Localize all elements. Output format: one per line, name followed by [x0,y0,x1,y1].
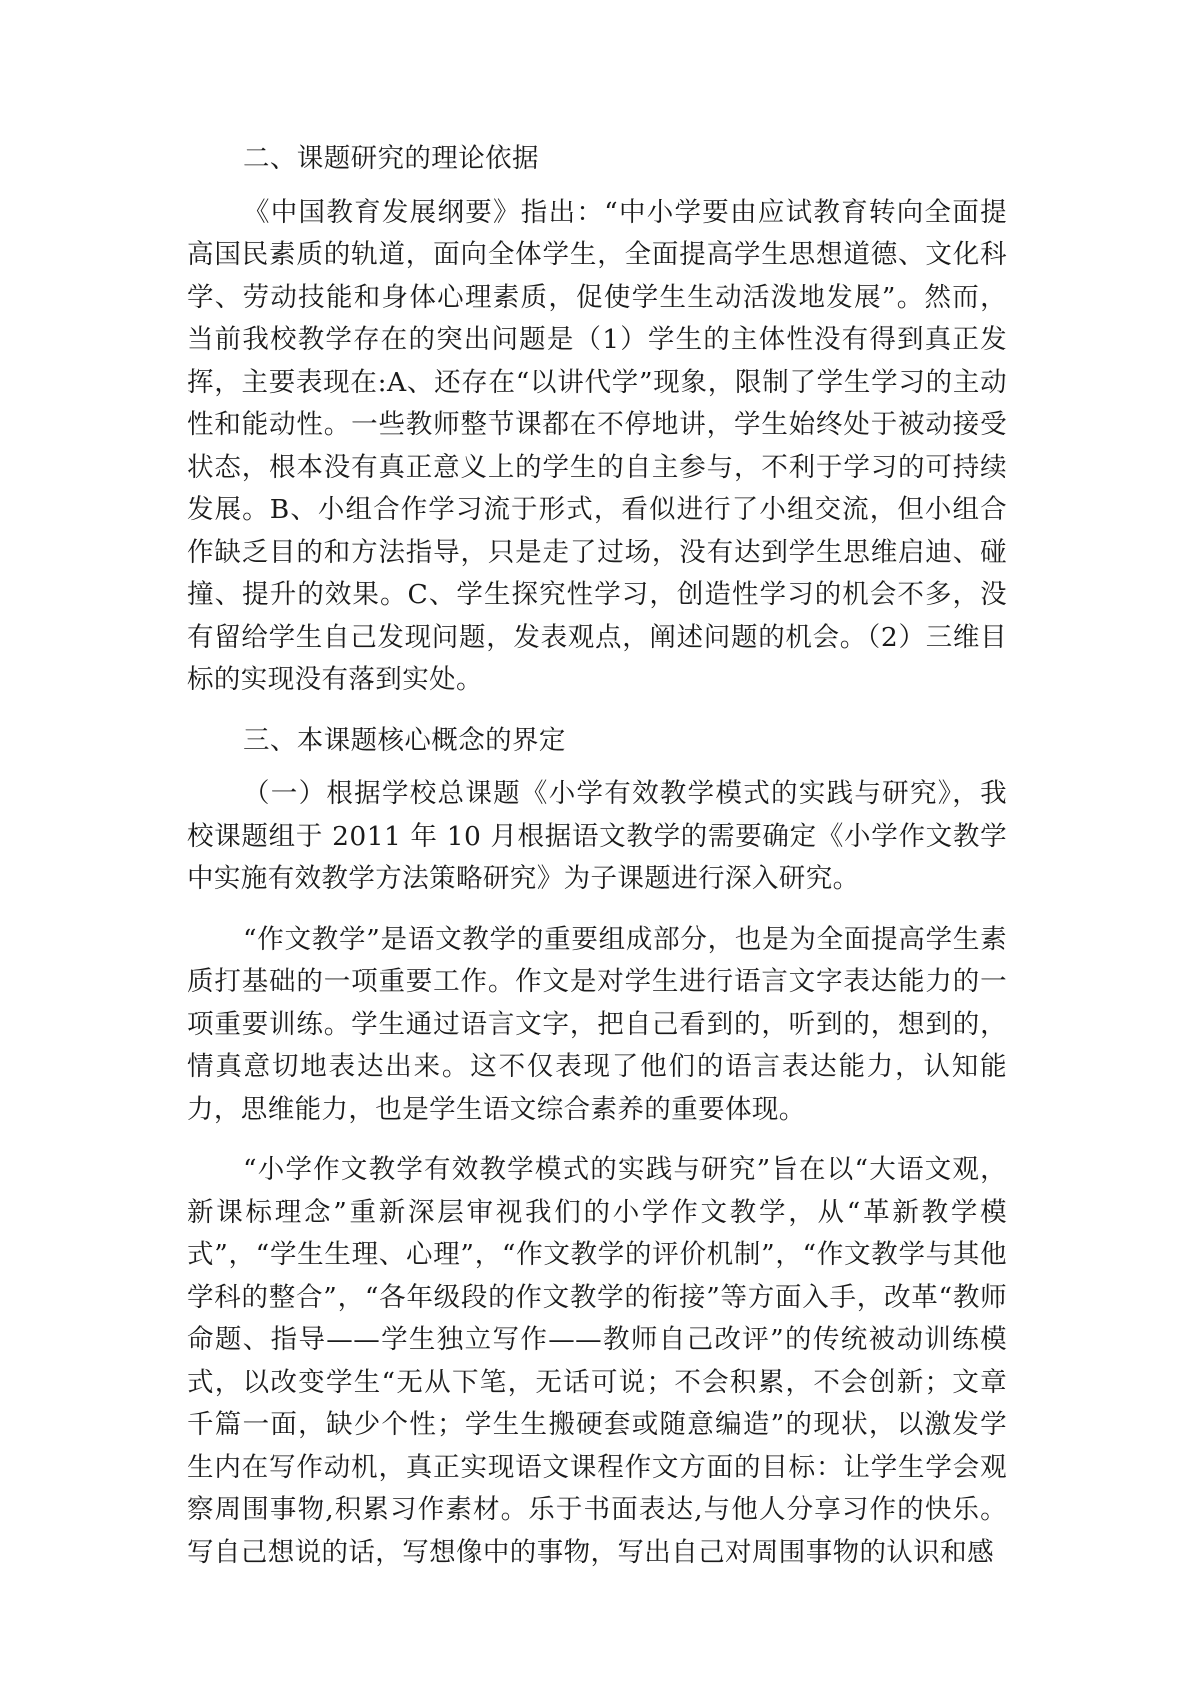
paragraph-subtopic-origin: （一）根据学校总课题《小学有效教学模式的实践与研究》，我校课题组于 2011 年 10 月根据语文教学的需要确定《小学作文教学中实施有效教学方法策略研究》为子课题进行深入研究。 [187,778,1007,894]
section-heading-core-concepts: 三、本课题核心概念的界定 [243,724,566,756]
paragraph-theoretical-basis: 《中国教育发展纲要》指出：“中小学要由应试教育转向全面提高国民素质的轨道，面向全体学生，全面提高学生思想道德、文化科学、劳动技能和身体心理素质，促使学生生动活泼地发展”。然而，当前我校教学存在的突出问题是（1）学生的主体性没有得到真正发挥，主要表现在:A、还存在“以讲代学”现象，限制了学生学习的主动性和能动性。一些教师整节课都在不停地讲，学生始终处于被动接受状态，根本没有真正意义上的学生的自主参与，不利于学习的可持续发展。B、小组合作学习流于形式，看似进行了小组交流，但小组合作缺乏目的和方法指导，只是走了过场，没有达到学生思维启迪、碰撞、提升的效果。C、学生探究性学习，创造性学习的机会不多，没有留给学生自己发现问题，发表观点，阐述问题的机会。（2）三维目标的实现没有落到实处。 [187,196,1007,695]
section-heading-theoretical-basis: 二、课题研究的理论依据 [243,143,539,174]
paragraph-research-aim: “小学作文教学有效教学模式的实践与研究”旨在以“大语文观，新课标理念”重新深层审视我们的小学作文教学，从“革新教学模式”，“学生生理、心理”，“作文教学的评价机制”，“作文教学与其他学科的整合”，“各年级段的作文教学的衔接”等方面入手，改革“教师命题、指导——学生独立写作——教师自己改评”的传统被动训练模式，以改变学生“无从下笔，无话可说；不会积累，不会创新；文章千篇一面，缺少个性；学生生搬硬套或随意编造”的现状，以激发学生内在写作动机，真正实现语文课程作文方面的目标：让学生学会观察周围事物,积累习作素材。乐于书面表达,与他人分享习作的快乐。写自己想说的话，写想像中的事物，写出自己对周围事物的认识和感 [187,1154,1007,1568]
paragraph-composition-teaching: “作文教学”是语文教学的重要组成部分，也是为全面提高学生素质打基础的一项重要工作。作文是对学生进行语言文字表达能力的一项重要训练。学生通过语言文字，把自己看到的，听到的，想到的，情真意切地表达出来。这不仅表现了他们的语言表达能力，认知能力，思维能力，也是学生语文综合素养的重要体现。 [187,923,1007,1125]
document-body [187,138,1007,1574]
